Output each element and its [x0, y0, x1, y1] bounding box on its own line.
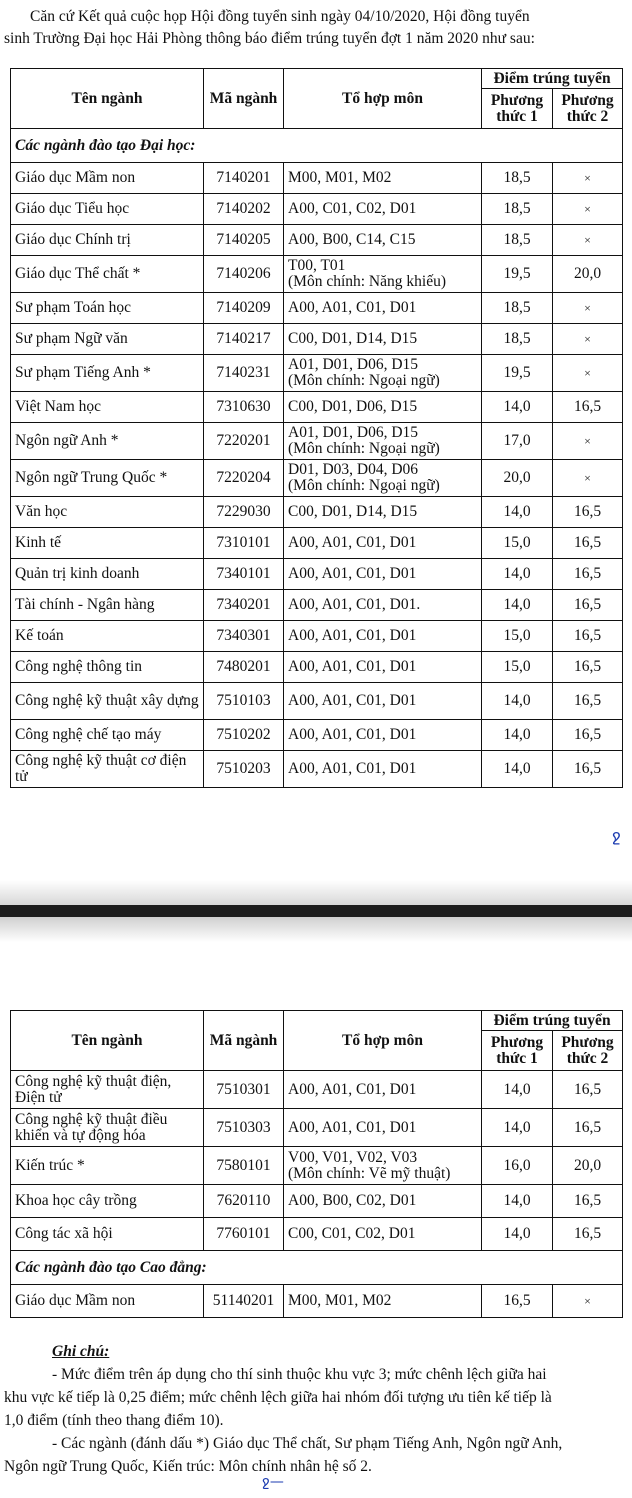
combo-subjects: A00, A01, C01, D01	[288, 658, 417, 675]
header-name: Tên ngành	[11, 69, 204, 129]
program-code: 7580101	[204, 1147, 284, 1185]
score-method-2: 16,5	[553, 1218, 623, 1251]
table-row	[11, 528, 623, 559]
subject-combination	[284, 423, 482, 460]
subject-combination	[284, 1218, 482, 1251]
subject-combination	[284, 1109, 482, 1147]
program-name: Ngôn ngữ Anh *	[11, 423, 204, 460]
subject-combination	[284, 355, 482, 392]
table-row	[11, 621, 623, 652]
combo-subjects: A00, A01, C01, D01	[288, 692, 417, 709]
program-code: 7510202	[204, 720, 284, 751]
table-row	[11, 751, 623, 788]
score-method-2: ×	[553, 225, 623, 256]
score-method-1: 14,0	[482, 1185, 553, 1218]
combo-subjects: A00, A01, C01, D01	[288, 726, 417, 743]
table-row	[11, 1185, 623, 1218]
program-code: 7510303	[204, 1109, 284, 1147]
combo-subjects: M00, M01, M02	[288, 1292, 392, 1309]
subject-combination	[284, 293, 482, 324]
score-method-2: 16,5	[553, 392, 623, 423]
combo-main-subject-note: (Môn chính: Ngoại ngữ)	[288, 477, 440, 494]
intro-paragraph	[0, 6, 632, 50]
combo-subjects: A01, D01, D06, D15	[288, 356, 419, 373]
program-name: Công nghệ kỹ thuật xây dựng	[11, 683, 204, 720]
program-name: Công nghệ kỹ thuật điện, Điện tử	[11, 1071, 204, 1109]
score-method-1: 18,5	[482, 163, 553, 194]
combo-subjects: A00, A01, C01, D01	[288, 534, 417, 551]
score-method-2: ×	[553, 163, 623, 194]
note-1-line-1: - Mức điểm trên áp dụng cho thí sinh thuộc khu vực 3; mức chênh lệch giữa hai	[52, 1366, 547, 1383]
score-method-1: 16,5	[482, 1285, 553, 1318]
combo-subjects: T00, T01	[288, 257, 346, 274]
score-method-2: 20,0	[553, 256, 623, 293]
table-row	[11, 1285, 623, 1318]
header-combo: Tổ hợp môn	[284, 1011, 482, 1071]
score-method-2: ×	[553, 460, 623, 497]
program-name: Tài chính - Ngân hàng	[11, 590, 204, 621]
table-row	[11, 194, 623, 225]
program-code: 7140231	[204, 355, 284, 392]
score-method-1: 14,0	[482, 559, 553, 590]
score-method-2: 16,5	[553, 528, 623, 559]
header-method-1: Phương thức 1	[482, 1031, 553, 1071]
score-method-2: ×	[553, 194, 623, 225]
score-method-1: 14,0	[482, 497, 553, 528]
table-row	[11, 1218, 623, 1251]
combo-subjects: C00, D01, D14, D15	[288, 503, 418, 520]
program-name: Công nghệ chế tạo máy	[11, 720, 204, 751]
pen-mark-2: ջ—	[262, 1474, 284, 1490]
subject-combination	[284, 1147, 482, 1185]
combo-subjects: D01, D03, D04, D06	[288, 461, 419, 478]
scan-shadow-bottom	[0, 917, 632, 942]
score-method-2: 16,5	[553, 559, 623, 590]
header-method-1: Phương thức 1	[482, 89, 553, 129]
combo-subjects: A00, A01, C01, D01	[288, 1080, 417, 1098]
header-name: Tên ngành	[11, 1011, 204, 1071]
score-method-1: 18,5	[482, 194, 553, 225]
table-row	[11, 1147, 623, 1185]
table-row	[11, 460, 623, 497]
header-code: Mã ngành	[204, 69, 284, 129]
table-row	[11, 1071, 623, 1109]
table-row	[11, 683, 623, 720]
subject-combination	[284, 528, 482, 559]
program-code: 7220204	[204, 460, 284, 497]
program-name: Công nghệ kỹ thuật cơ điện tử	[11, 751, 204, 788]
subject-combination	[284, 720, 482, 751]
combo-main-subject-note: (Môn chính: Vẽ mỹ thuật)	[288, 1164, 451, 1182]
combo-main-subject-note: (Môn chính: Ngoại ngữ)	[288, 440, 440, 457]
program-name: Giáo dục Chính trị	[11, 225, 204, 256]
score-method-1: 18,5	[482, 324, 553, 355]
combo-subjects: A00, A01, C01, D01	[288, 1118, 417, 1136]
score-method-2: 16,5	[553, 1071, 623, 1109]
table-row	[11, 652, 623, 683]
subject-combination	[284, 163, 482, 194]
score-method-1: 20,0	[482, 460, 553, 497]
table-row	[11, 293, 623, 324]
table-row	[11, 392, 623, 423]
score-method-2: 16,5	[553, 497, 623, 528]
score-method-1: 14,0	[482, 683, 553, 720]
score-method-2: 16,5	[553, 1109, 623, 1147]
table-row	[11, 163, 623, 194]
header-score: Điểm trúng tuyển	[482, 1011, 623, 1031]
note-2-line-2: Ngôn ngữ Trung Quốc, Kiến trúc: Môn chính nhân hệ số 2.	[4, 1458, 372, 1475]
program-code: 7510103	[204, 683, 284, 720]
table-row	[11, 324, 623, 355]
combo-subjects: C00, D01, D06, D15	[288, 398, 418, 415]
combo-main-subject-note: (Môn chính: Ngoại ngữ)	[288, 372, 440, 389]
score-method-1: 14,0	[482, 590, 553, 621]
score-method-1: 14,0	[482, 720, 553, 751]
combo-subjects: M00, M01, M02	[288, 169, 392, 186]
combo-subjects: A00, A01, C01, D01	[288, 760, 417, 777]
header-score: Điểm trúng tuyển	[482, 69, 623, 89]
program-code: 7140217	[204, 324, 284, 355]
score-method-2: 20,0	[553, 1147, 623, 1185]
notes-section	[0, 1340, 632, 1478]
program-code: 7140206	[204, 256, 284, 293]
program-code: 7310101	[204, 528, 284, 559]
combo-subjects: A01, D01, D06, D15	[288, 424, 419, 441]
program-name: Sư phạm Ngữ văn	[11, 324, 204, 355]
program-name: Công nghệ thông tin	[11, 652, 204, 683]
program-name: Giáo dục Thể chất *	[11, 256, 204, 293]
subject-combination	[284, 1071, 482, 1109]
score-method-1: 14,0	[482, 1218, 553, 1251]
table-row	[11, 720, 623, 751]
table-row	[11, 497, 623, 528]
note-1-line-3: 1,0 điểm (tính theo thang điểm 10).	[4, 1412, 224, 1429]
section-row	[11, 129, 623, 163]
score-method-1: 18,5	[482, 225, 553, 256]
score-method-2: 16,5	[553, 683, 623, 720]
program-name: Ngôn ngữ Trung Quốc *	[11, 460, 204, 497]
score-method-1: 14,0	[482, 1109, 553, 1147]
section-title: Các ngành đào tạo Đại học:	[11, 129, 623, 163]
subject-combination	[284, 194, 482, 225]
combo-subjects: A00, A01, C01, D01.	[288, 596, 421, 613]
score-method-1: 15,0	[482, 621, 553, 652]
program-name: Giáo dục Mầm non	[11, 1285, 204, 1318]
score-method-1: 19,5	[482, 256, 553, 293]
program-code: 7620110	[204, 1185, 284, 1218]
program-code: 51140201	[204, 1285, 284, 1318]
pen-mark-1: ջ	[612, 826, 621, 845]
subject-combination	[284, 225, 482, 256]
table-row	[11, 423, 623, 460]
table-row	[11, 590, 623, 621]
subject-combination	[284, 683, 482, 720]
combo-subjects: A00, A01, C01, D01	[288, 565, 417, 582]
combo-subjects: A00, B00, C02, D01	[288, 1192, 417, 1209]
program-name: Kế toán	[11, 621, 204, 652]
program-name: Việt Nam học	[11, 392, 204, 423]
subject-combination	[284, 497, 482, 528]
intro-line-1: Căn cứ Kết quả cuộc họp Hội đồng tuyển sinh ngày 04/10/2020, Hội đồng tuyển	[30, 8, 530, 25]
program-name: Công nghệ kỹ thuật điều khiển và tự động hóa	[11, 1109, 204, 1147]
subject-combination	[284, 559, 482, 590]
score-method-1: 16,0	[482, 1147, 553, 1185]
header-code: Mã ngành	[204, 1011, 284, 1071]
score-method-2: ×	[553, 293, 623, 324]
score-method-2: 16,5	[553, 590, 623, 621]
combo-subjects: C00, C01, C02, D01	[288, 1225, 416, 1242]
table-row	[11, 225, 623, 256]
subject-combination	[284, 621, 482, 652]
score-method-1: 18,5	[482, 293, 553, 324]
program-code: 7340301	[204, 621, 284, 652]
notes-title: Ghi chú:	[52, 1343, 110, 1360]
program-code: 7310630	[204, 392, 284, 423]
score-method-2: ×	[553, 324, 623, 355]
program-code: 7229030	[204, 497, 284, 528]
score-method-1: 15,0	[482, 528, 553, 559]
score-method-2: 16,5	[553, 720, 623, 751]
subject-combination	[284, 256, 482, 293]
program-code: 7510301	[204, 1071, 284, 1109]
program-name: Quản trị kinh doanh	[11, 559, 204, 590]
header-combo: Tổ hợp môn	[284, 69, 482, 129]
subject-combination	[284, 751, 482, 788]
combo-subjects: A00, A01, C01, D01	[288, 627, 417, 644]
score-method-2: ×	[553, 423, 623, 460]
program-name: Kinh tế	[11, 528, 204, 559]
program-code: 7140209	[204, 293, 284, 324]
score-method-1: 15,0	[482, 652, 553, 683]
table-row	[11, 355, 623, 392]
program-name: Công tác xã hội	[11, 1218, 204, 1251]
combo-main-subject-note: (Môn chính: Năng khiếu)	[288, 273, 446, 290]
program-code: 7140202	[204, 194, 284, 225]
subject-combination	[284, 392, 482, 423]
program-name: Kiến trúc *	[11, 1147, 204, 1185]
program-name: Sư phạm Toán học	[11, 293, 204, 324]
subject-combination	[284, 324, 482, 355]
combo-subjects: V00, V01, V02, V03	[288, 1148, 418, 1166]
note-2-line-1: - Các ngành (đánh dấu *) Giáo dục Thể chất, Sư phạm Tiếng Anh, Ngôn ngữ Anh,	[52, 1435, 563, 1452]
score-method-2: 16,5	[553, 652, 623, 683]
combo-subjects: A00, C01, C02, D01	[288, 200, 417, 217]
scan-shadow-top	[0, 880, 632, 905]
score-method-1: 14,0	[482, 751, 553, 788]
program-name: Giáo dục Mầm non	[11, 163, 204, 194]
combo-subjects: A00, A01, C01, D01	[288, 299, 417, 316]
combo-subjects: A00, B00, C14, C15	[288, 231, 416, 248]
program-name: Sư phạm Tiếng Anh *	[11, 355, 204, 392]
subject-combination	[284, 590, 482, 621]
program-code: 7340201	[204, 590, 284, 621]
subject-combination	[284, 652, 482, 683]
program-code: 7480201	[204, 652, 284, 683]
table-row	[11, 1109, 623, 1147]
program-name: Giáo dục Tiểu học	[11, 194, 204, 225]
subject-combination	[284, 460, 482, 497]
combo-subjects: C00, D01, D14, D15	[288, 330, 418, 347]
program-name: Văn học	[11, 497, 204, 528]
header-method-2: Phương thức 2	[553, 89, 623, 129]
program-code: 7140201	[204, 163, 284, 194]
score-method-2: 16,5	[553, 751, 623, 788]
program-code: 7220201	[204, 423, 284, 460]
intro-line-2: sinh Trường Đại học Hải Phòng thông báo điểm trúng tuyển đợt 1 năm 2020 như sau:	[4, 30, 535, 47]
score-method-2: ×	[553, 355, 623, 392]
subject-combination	[284, 1185, 482, 1218]
table-row	[11, 256, 623, 293]
page-separator	[0, 905, 632, 917]
score-method-1: 14,0	[482, 1071, 553, 1109]
section-title: Các ngành đào tạo Cao đẳng:	[11, 1251, 623, 1285]
table-row	[11, 559, 623, 590]
section-row	[11, 1251, 623, 1285]
program-code: 7140205	[204, 225, 284, 256]
subject-combination	[284, 1285, 482, 1318]
program-code: 7760101	[204, 1218, 284, 1251]
score-method-2: ×	[553, 1285, 623, 1318]
program-name: Khoa học cây trồng	[11, 1185, 204, 1218]
score-method-1: 14,0	[482, 392, 553, 423]
program-code: 7510203	[204, 751, 284, 788]
score-method-2: 16,5	[553, 1185, 623, 1218]
score-method-2: 16,5	[553, 621, 623, 652]
header-method-2: Phương thức 2	[553, 1031, 623, 1071]
program-code: 7340101	[204, 559, 284, 590]
score-method-1: 19,5	[482, 355, 553, 392]
admission-scores-table-2	[10, 1010, 623, 1318]
note-1-line-2: khu vực kế tiếp là 0,25 điểm; mức chênh lệch giữa hai nhóm đối tượng ưu tiên kế tiếp là	[4, 1389, 552, 1406]
admission-scores-table-1	[10, 68, 623, 788]
score-method-1: 17,0	[482, 423, 553, 460]
